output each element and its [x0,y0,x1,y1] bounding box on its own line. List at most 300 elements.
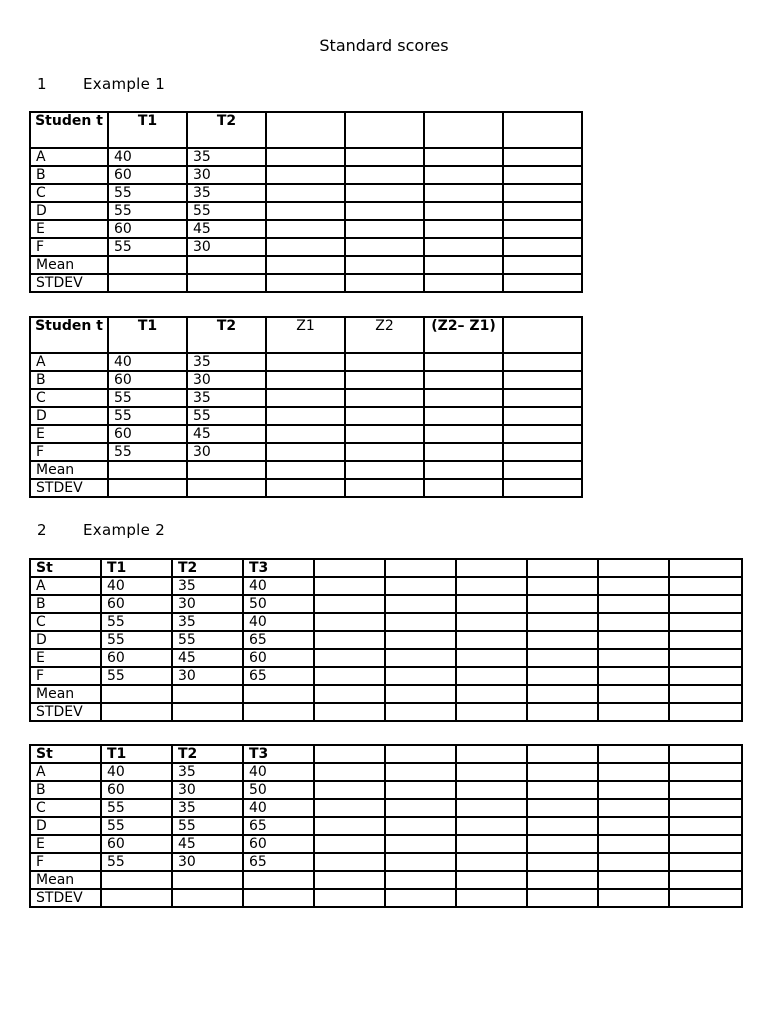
row-label-cell: D [30,407,108,425]
row-label-cell: A [30,763,101,781]
header-cell [456,745,527,763]
table-cell [503,202,582,220]
table-cell [456,703,527,721]
header-cell: T1 [101,745,172,763]
table-cell [345,407,424,425]
table-cell: 35 [172,799,243,817]
table-row [30,667,742,685]
table-cell [345,184,424,202]
table-row [30,703,742,721]
row-label-cell: C [30,389,108,407]
table-cell: 35 [187,184,266,202]
header-cell [456,559,527,577]
row-label-cell: F [30,853,101,871]
row-label-cell: STDEV [30,703,101,721]
table-cell [424,256,503,274]
table-cell: 30 [187,166,266,184]
table-cell [314,703,385,721]
header-cell: Studen t [30,112,108,148]
table-cell [598,781,669,799]
table-cell [669,631,742,649]
table-row [30,781,742,799]
table-row [30,631,742,649]
example-2-table-b [29,744,743,908]
table-cell [385,889,456,907]
header-cell: Studen t [30,317,108,353]
table-cell [187,256,266,274]
table-row [30,443,582,461]
table-row [30,817,742,835]
table-header-row [30,559,742,577]
table-row [30,353,582,371]
table-cell [266,461,345,479]
header-cell: Z1 [266,317,345,353]
table-cell [669,613,742,631]
table-cell [108,461,187,479]
table-cell [314,685,385,703]
table-cell [424,148,503,166]
table-row [30,274,582,292]
table-cell [266,407,345,425]
row-label-cell: B [30,371,108,389]
row-label-cell: Mean [30,871,101,889]
table-cell: 35 [187,389,266,407]
table-cell [424,443,503,461]
table-cell: 40 [101,577,172,595]
table-row [30,166,582,184]
table-cell [345,371,424,389]
table-cell: 40 [243,763,314,781]
table-cell [527,577,598,595]
table-row [30,479,582,497]
table-cell [456,835,527,853]
table-cell [385,631,456,649]
table-cell [527,631,598,649]
row-label-cell: D [30,631,101,649]
table-cell [669,763,742,781]
table-cell: 65 [243,853,314,871]
table-cell [187,461,266,479]
table-cell [527,667,598,685]
table-cell: 55 [101,799,172,817]
row-label-cell: B [30,781,101,799]
table-header-row [30,317,582,353]
table-cell: 30 [172,781,243,799]
table-cell [314,577,385,595]
table-cell: 60 [101,781,172,799]
table-cell [598,835,669,853]
table-cell [424,238,503,256]
table-row [30,148,582,166]
table-cell [669,817,742,835]
table-header-row [30,745,742,763]
table-row [30,371,582,389]
table-cell [424,184,503,202]
row-label-cell: F [30,443,108,461]
table-cell: 60 [108,166,187,184]
table-cell [385,835,456,853]
table-row [30,407,582,425]
table-cell [503,184,582,202]
table-cell: 65 [243,667,314,685]
table-cell: 30 [172,595,243,613]
header-cell [527,745,598,763]
table-cell [598,763,669,781]
table-cell [385,577,456,595]
table-cell [108,479,187,497]
table-cell [503,274,582,292]
table-cell [424,274,503,292]
table-cell [527,889,598,907]
table-row [30,649,742,667]
row-label-cell: STDEV [30,274,108,292]
table-cell [527,763,598,781]
table-cell [598,799,669,817]
table-cell [598,649,669,667]
header-cell: St [30,745,101,763]
table-cell: 55 [172,631,243,649]
example-1-table-b [29,316,583,498]
table-cell [527,613,598,631]
table-cell [527,853,598,871]
table-cell: 40 [243,613,314,631]
table-cell [424,461,503,479]
table-cell: 30 [172,667,243,685]
table-header-row [30,112,582,148]
table-cell: 40 [243,577,314,595]
table-cell [598,595,669,613]
table-cell [266,443,345,461]
header-cell: T1 [101,559,172,577]
table-cell: 55 [108,389,187,407]
table-cell [266,274,345,292]
table-cell [598,613,669,631]
table-cell [669,853,742,871]
table-cell: 60 [243,835,314,853]
table-cell [456,685,527,703]
table-cell [266,202,345,220]
table-cell: 60 [101,835,172,853]
table-cell [503,371,582,389]
table-cell [527,685,598,703]
table-cell [266,425,345,443]
table-cell [187,479,266,497]
table-cell: 40 [108,148,187,166]
table-cell [503,479,582,497]
table-cell: 55 [101,613,172,631]
table-cell [266,479,345,497]
table-cell [266,256,345,274]
table-cell [345,220,424,238]
table-cell [456,763,527,781]
table-cell [266,184,345,202]
table-cell [503,461,582,479]
table-cell [669,577,742,595]
table-cell [345,425,424,443]
table-cell [669,667,742,685]
table-cell [345,256,424,274]
table-cell [314,763,385,781]
table-cell [345,238,424,256]
header-cell: St [30,559,101,577]
table-cell [456,631,527,649]
section-title: Example 1 [83,75,166,93]
table-cell [385,763,456,781]
table-row [30,613,742,631]
table-cell [669,649,742,667]
table-cell: 65 [243,631,314,649]
table-cell: 55 [172,817,243,835]
table-cell [424,407,503,425]
table-row [30,763,742,781]
table-cell: 55 [108,407,187,425]
table-cell [385,613,456,631]
row-label-cell: C [30,799,101,817]
table-cell [424,425,503,443]
row-label-cell: A [30,353,108,371]
table-cell [598,889,669,907]
table-cell [527,781,598,799]
table-cell [456,649,527,667]
table-cell [345,389,424,407]
table-cell [101,685,172,703]
row-label-cell: A [30,577,101,595]
row-label-cell: E [30,425,108,443]
header-cell [424,112,503,148]
table-cell [345,148,424,166]
table-cell [424,166,503,184]
table-cell [266,389,345,407]
table-cell [314,649,385,667]
table-cell [266,220,345,238]
table-row [30,389,582,407]
table-cell [424,479,503,497]
table-cell [456,799,527,817]
table-cell [456,577,527,595]
table-cell [345,443,424,461]
table-row [30,835,742,853]
table-cell: 35 [172,613,243,631]
table-cell [314,799,385,817]
table-cell [314,835,385,853]
table-row [30,889,742,907]
table-cell: 55 [108,184,187,202]
row-label-cell: E [30,220,108,238]
table-cell [266,166,345,184]
table-cell [266,148,345,166]
table-cell [669,685,742,703]
table-cell [345,461,424,479]
table-cell [527,595,598,613]
table-cell [385,595,456,613]
table-cell: 60 [108,371,187,389]
table-cell [598,703,669,721]
table-cell [456,817,527,835]
table-row [30,425,582,443]
table-cell [314,781,385,799]
table-cell [243,889,314,907]
table-cell [385,817,456,835]
table-cell [503,148,582,166]
table-cell [503,220,582,238]
header-cell [669,745,742,763]
section-heading-example-2 [37,521,165,539]
table-cell: 30 [187,443,266,461]
table-cell [527,649,598,667]
header-cell: T2 [172,745,243,763]
table-cell: 55 [101,853,172,871]
example-1-table-a [29,111,583,293]
table-cell [503,443,582,461]
header-cell [385,559,456,577]
header-cell [598,745,669,763]
table-cell [527,817,598,835]
row-label-cell: D [30,817,101,835]
table-cell [187,274,266,292]
table-cell: 55 [108,443,187,461]
table-cell: 60 [101,649,172,667]
header-cell [314,745,385,763]
table-cell [243,685,314,703]
table-cell: 45 [172,649,243,667]
section-number: 2 [37,521,47,539]
page-title: Standard scores [319,36,449,55]
table-cell: 40 [101,763,172,781]
table-cell [424,389,503,407]
table-cell [669,703,742,721]
table-cell [598,817,669,835]
table-cell: 50 [243,595,314,613]
table-cell [243,871,314,889]
table-cell: 55 [108,202,187,220]
section-heading-example-1 [37,75,165,93]
table-cell [669,889,742,907]
table-cell: 35 [172,577,243,595]
table-cell [345,202,424,220]
row-label-cell: D [30,202,108,220]
table-cell: 55 [108,238,187,256]
table-cell [527,703,598,721]
table-cell [345,353,424,371]
table-cell: 60 [108,220,187,238]
row-label-cell: A [30,148,108,166]
table-cell [385,781,456,799]
table-cell [172,871,243,889]
header-cell [503,317,582,353]
table-cell: 30 [187,371,266,389]
table-cell [266,238,345,256]
table-cell: 40 [243,799,314,817]
table-row [30,202,582,220]
row-label-cell: F [30,238,108,256]
table-cell [503,425,582,443]
row-label-cell: E [30,835,101,853]
table-cell [172,685,243,703]
row-label-cell: B [30,595,101,613]
header-cell [503,112,582,148]
table-row [30,871,742,889]
table-cell [101,871,172,889]
table-cell: 55 [187,202,266,220]
table-row [30,595,742,613]
table-cell [527,871,598,889]
table-cell: 40 [108,353,187,371]
table-row [30,238,582,256]
table-cell: 55 [101,667,172,685]
table-cell [108,274,187,292]
table-cell [669,871,742,889]
table-cell [314,817,385,835]
table-cell: 55 [101,817,172,835]
table-cell [598,685,669,703]
table-cell [503,353,582,371]
table-cell [314,631,385,649]
table-cell: 55 [101,631,172,649]
table-cell [172,889,243,907]
table-cell [385,871,456,889]
row-label-cell: Mean [30,685,101,703]
table-cell [314,853,385,871]
section-title: Example 2 [83,521,166,539]
table-cell [266,371,345,389]
table-cell [598,577,669,595]
table-cell: 35 [187,148,266,166]
table-cell [424,353,503,371]
table-row [30,256,582,274]
row-label-cell: B [30,166,108,184]
table-cell [503,166,582,184]
header-cell [345,112,424,148]
table-cell [385,799,456,817]
header-cell [527,559,598,577]
table-cell [456,613,527,631]
table-row [30,220,582,238]
table-cell [314,889,385,907]
table-row [30,184,582,202]
table-cell [456,781,527,799]
table-cell [314,667,385,685]
row-label-cell: C [30,184,108,202]
table-cell [456,871,527,889]
table-cell: 45 [187,220,266,238]
table-row [30,853,742,871]
header-cell [598,559,669,577]
table-cell [598,871,669,889]
table-cell [527,835,598,853]
table-cell [385,703,456,721]
table-cell: 30 [187,238,266,256]
table-cell [266,353,345,371]
table-cell [424,371,503,389]
table-cell: 35 [187,353,266,371]
table-cell [598,667,669,685]
table-cell [345,479,424,497]
header-cell [314,559,385,577]
table-cell [243,703,314,721]
row-label-cell: F [30,667,101,685]
header-cell: (Z2– Z1) [424,317,503,353]
table-cell [385,667,456,685]
row-label-cell: E [30,649,101,667]
table-row [30,799,742,817]
row-label-cell: STDEV [30,889,101,907]
table-cell [424,220,503,238]
row-label-cell: Mean [30,256,108,274]
header-cell: T2 [187,317,266,353]
header-cell [385,745,456,763]
row-label-cell: STDEV [30,479,108,497]
table-cell [598,853,669,871]
